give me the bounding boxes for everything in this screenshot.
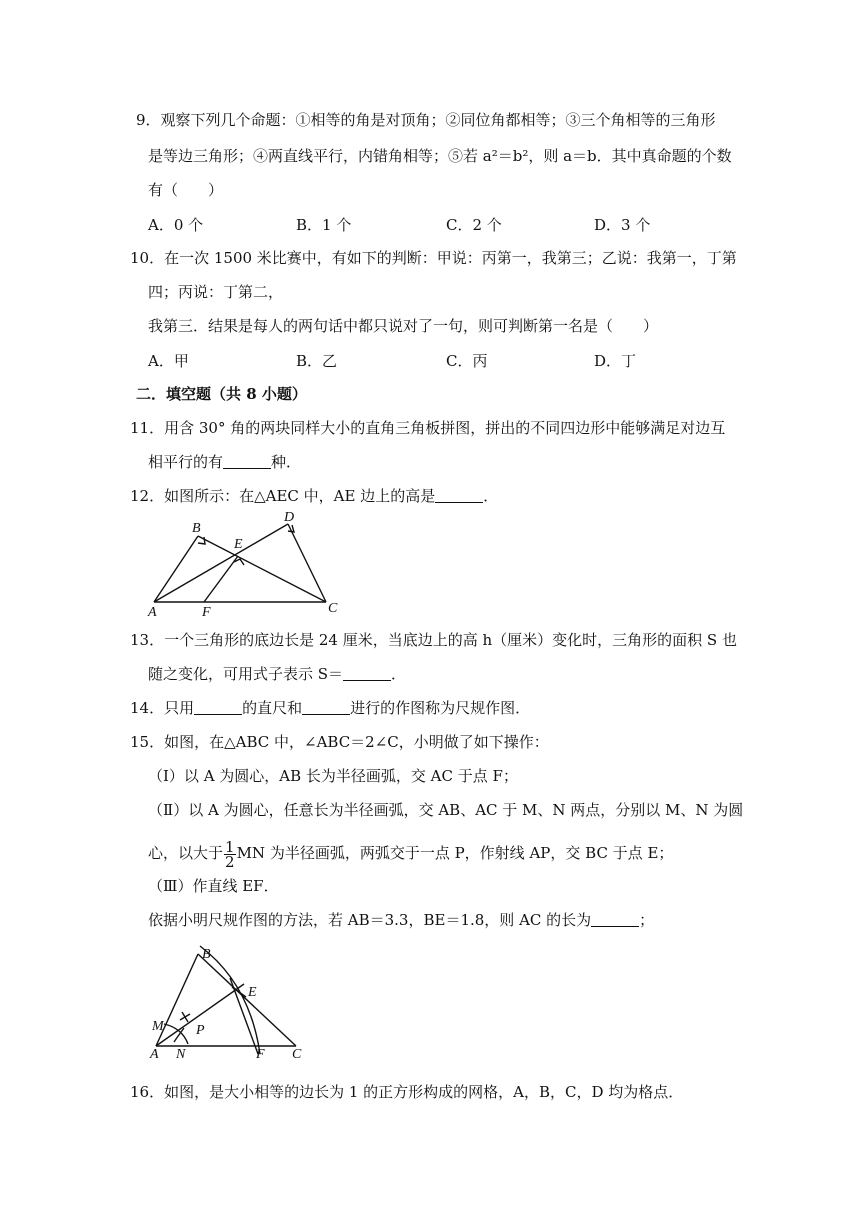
q10-line1: 10．在一次 1500 米比赛中，有如下的判断：甲说：丙第一，我第三；乙说：我第一，丁第 [130,249,737,267]
label-f: F [256,1047,265,1062]
q12-line: 12．如图所示：在△AEC 中，AE 边上的高是 ． [130,487,499,505]
label-b: B [192,521,201,536]
q9-line2: 是等边三角形；④两直线平行，内错角相等；⑤若 a²＝b²，则 a＝b．其中真命题的个数 [148,147,732,165]
q15-line1: 15．如图，在△ABC 中，∠ABC＝2∠C，小明做了如下操作： [130,733,549,751]
label-p: P [196,1023,205,1038]
q9-line3: 有（ ） [148,181,224,199]
label-a: A [150,1047,159,1062]
q13-answer-blank[interactable] [343,666,391,681]
q12-answer-blank[interactable] [435,488,483,503]
label-c: C [292,1047,302,1062]
q15-step2: （Ⅱ）以 A 为圆心，任意长为半径画弧，交 AB、AC 于 M、N 两点，分别以 M、N 为圆 [148,801,744,819]
q10-option-c: C．丙 [446,352,488,370]
q10-option-a: A．甲 [148,352,189,370]
q11-line2: 相平行的有 种． [148,453,302,471]
q10-line3: 我第三．结果是每人的两句话中都只说对了一句，则可判断第一名是（ ） [148,317,659,335]
label-n: N [176,1047,186,1062]
q12-triangle-figure [146,508,342,620]
label-b: B [202,947,211,962]
section-title: 二．填空题（共 8 小题） [136,385,307,403]
label-d: D [284,510,295,525]
q16-line1: 16．如图，是大小相等的边长为 1 的正方形构成的网格，A，B，C，D 均为格点． [130,1083,684,1101]
q15-construction-figure [146,942,312,1062]
q15-answer-blank[interactable] [591,912,639,927]
q13-line1: 13．一个三角形的底边长是 24 厘米，当底边上的高 h（厘米）变化时，三角形的面积 S 也 [130,631,737,649]
label-e: E [248,985,257,1000]
q9-option-d: D．3 个 [594,216,651,234]
q11-answer-blank[interactable] [223,454,271,469]
q9-option-c: C．2 个 [446,216,502,234]
q11-line1: 11．用含 30° 角的两块同样大小的直角三角板拼图，拼出的不同四边形中能够满足对边互 [130,419,726,437]
q14-answer-blank-2[interactable] [302,700,350,715]
label-m: M [152,1019,164,1034]
one-half-fraction: $\frac{1}{2}$ [225,837,235,871]
q9-option-b: B．1 个 [296,216,352,234]
label-c: C [328,601,338,616]
q15-final-line: 依据小明尺规作图的方法，若 AB＝3.3，BE＝1.8，则 AC 的长为 ； [148,911,655,929]
q15-step1: （Ⅰ）以 A 为圆心，AB 长为半径画弧，交 AC 于点 F； [148,767,518,785]
q15-step3: （Ⅲ）作直线 EF． [148,877,279,895]
q10-option-d: D．丁 [594,352,637,370]
q14-line: 14．只用 的直尺和 进行的作图称为尺规作图． [130,699,531,717]
q10-option-b: B．乙 [296,352,338,370]
q10-line2: 四；丙说：丁第二， [148,283,284,301]
q14-answer-blank-1[interactable] [194,700,242,715]
q9-line1: 9．观察下列几个命题：①相等的角是对顶角；②同位角都相等；③三个角相等的三角形 [136,111,716,129]
q9-option-a: A．0 个 [148,216,204,234]
label-a: A [148,605,157,620]
q15-step2b: 心，以大于 $\frac{1}{2}$ MN 为半径画弧，两弧交于一点 P，作射线 AP，交 BC 于点 E； [148,837,674,871]
q13-line2: 随之变化，可用式子表示 S＝ ． [148,665,407,683]
label-e: E [234,537,243,552]
label-f: F [202,605,211,620]
